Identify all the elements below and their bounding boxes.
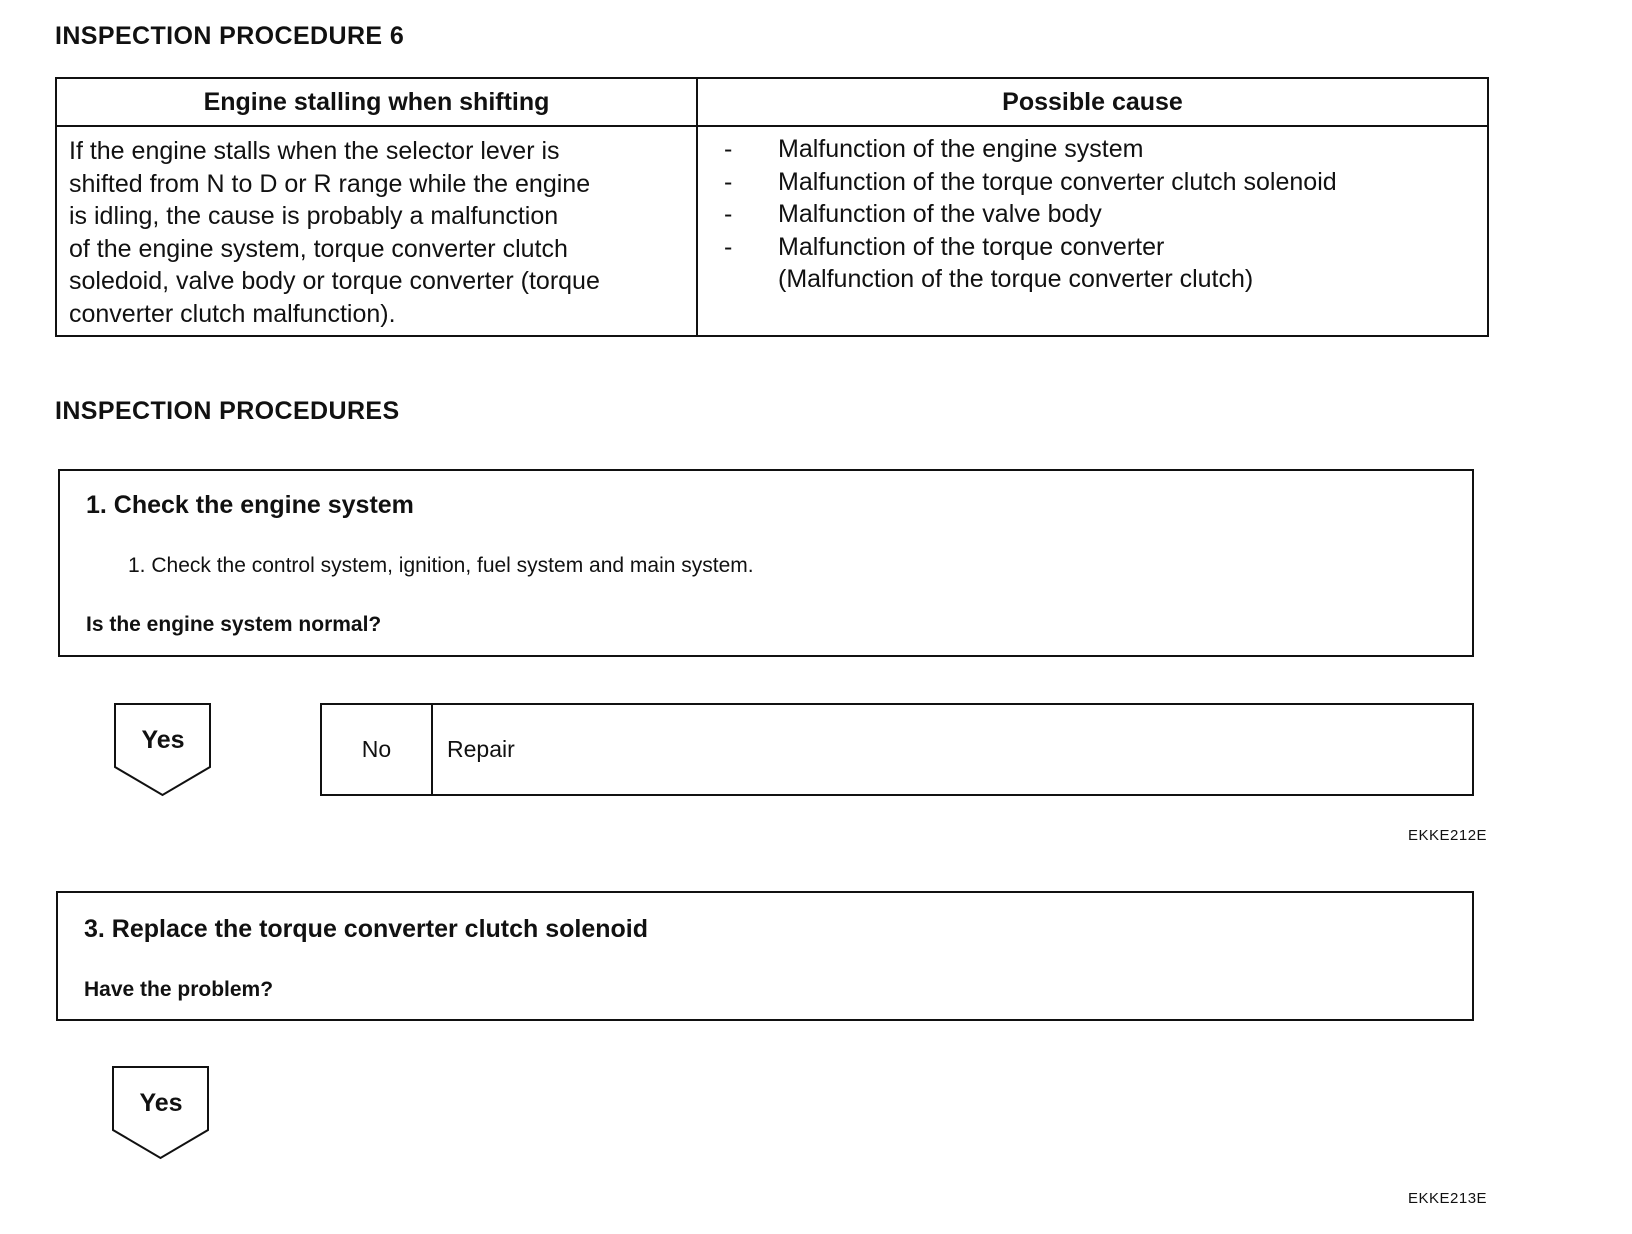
step1-no-box: [320, 703, 1474, 796]
cause-item: [712, 133, 1472, 166]
cause-item: [712, 198, 1472, 231]
cause-item-continuation: [712, 263, 1472, 296]
cause-text: (Malfunction of the torque converter clutch): [778, 265, 1254, 293]
symptom-description: [69, 135, 669, 330]
cause-text: Malfunction of the torque converter: [778, 232, 1165, 261]
no-box-divider: [431, 705, 433, 794]
figure-code-2: EKKE213E: [1408, 1190, 1488, 1207]
bullet-dash: -: [724, 135, 733, 163]
cause-text: Malfunction of the engine system: [778, 135, 1144, 163]
step1-question: Is the engine system normal?: [86, 613, 382, 636]
description-line: If the engine stalls when the selector lever is: [69, 137, 560, 165]
step3-question: Have the problem?: [84, 978, 274, 1001]
description-line: is idling, the cause is probably a malfunction: [69, 202, 559, 230]
cause-header: Possible cause: [1002, 88, 1183, 116]
cause-list: [712, 133, 1472, 296]
step3-yes-label: Yes: [139, 1089, 183, 1117]
cause-item: [712, 231, 1472, 264]
step1-yes-label: Yes: [141, 726, 185, 754]
cause-text: Malfunction of the valve body: [778, 200, 1102, 228]
description-line: of the engine system, torque converter clutch: [69, 234, 568, 263]
symptom-header: Engine stalling when shifting: [203, 88, 550, 116]
description-line: converter clutch malfunction).: [69, 299, 396, 328]
cause-item: [712, 166, 1472, 199]
step1-title: 1. Check the engine system: [86, 491, 414, 519]
bullet-dash: -: [724, 167, 733, 196]
step1-box: [58, 469, 1474, 657]
bullet-dash: -: [724, 200, 733, 228]
step1-no-label: No: [361, 736, 392, 762]
cause-text: Malfunction of the torque converter clutch solenoid: [778, 167, 1337, 196]
description-line: soledoid, valve body or torque converter (torque: [69, 267, 600, 295]
table-header-divider: [57, 125, 1487, 127]
symptom-table: [55, 77, 1489, 337]
step3-title: 3. Replace the torque converter clutch solenoid: [84, 915, 649, 943]
figure-code-1: EKKE212E: [1408, 827, 1488, 844]
step1-substep: 1. Check the control system, ignition, fuel system and main system.: [128, 554, 754, 577]
procedures-title: INSPECTION PROCEDURES: [55, 397, 400, 425]
step3-box: [56, 891, 1474, 1021]
description-line: shifted from N to D or R range while the engine: [69, 169, 591, 198]
step1-no-action: Repair: [447, 736, 515, 762]
bullet-dash: -: [724, 232, 733, 261]
procedure-title: INSPECTION PROCEDURE 6: [55, 22, 405, 50]
